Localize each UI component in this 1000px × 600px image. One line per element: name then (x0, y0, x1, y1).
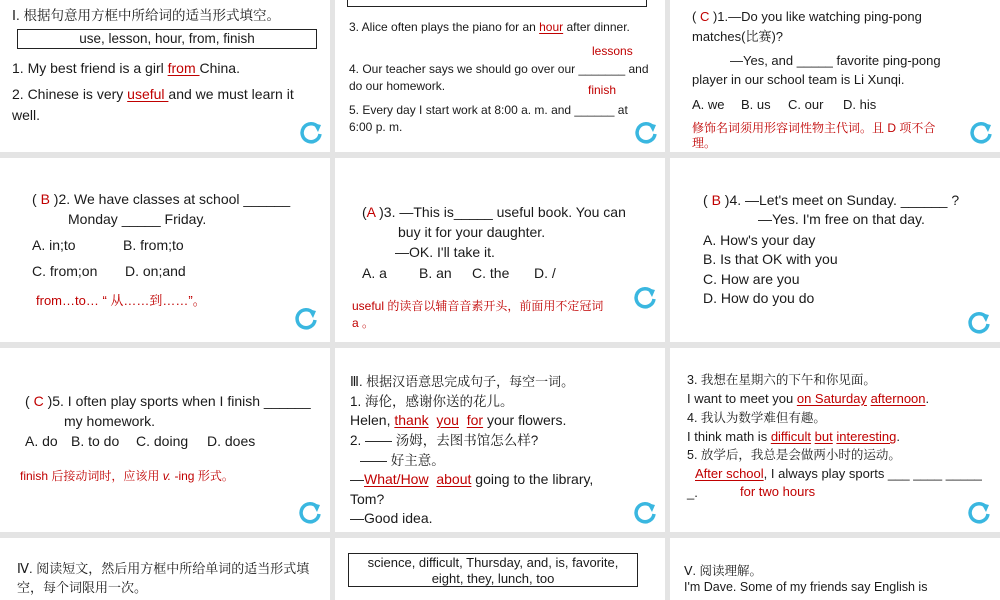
sentence-3-chinese: 3. 我想在星期六的下午和你见面。 (687, 373, 876, 387)
panel-12 (670, 538, 1000, 600)
question-3: (A )3. —This is_____ useful book. You can (362, 204, 626, 220)
option-d: D. does (207, 433, 256, 449)
question-4-line-2: do our homework. (349, 79, 446, 93)
word-box-edge (347, 0, 647, 7)
refresh-icon[interactable] (633, 120, 659, 146)
question-1: 1. My best friend is a girl from China. (12, 60, 240, 76)
panel-6 (670, 158, 1000, 342)
panel-5 (335, 158, 665, 342)
sentence-1: Helen, thank you for your flowers. (350, 412, 567, 428)
panel-1 (0, 0, 330, 152)
word-box (348, 553, 638, 587)
option-d: D. his (843, 97, 877, 112)
question-1-line-3: —Yes, and _____ favorite ping-pong (730, 53, 941, 68)
question-1: ( C )1.—Do you like watching ping-pong (692, 9, 922, 24)
option-c: C. the (472, 265, 510, 281)
refresh-icon[interactable] (966, 500, 992, 526)
question-3: 3. Alice often plays the piano for an hour after dinner. (349, 20, 630, 34)
question-2: ( B )2. We have classes at school ______ (32, 191, 291, 207)
panel-9 (670, 348, 1000, 532)
explanation-line-2: 理。 (692, 136, 717, 150)
option-b: B. Is that OK with you (703, 251, 838, 267)
question-3-line-2: buy it for your daughter. (398, 224, 546, 240)
option-c: C. our (788, 97, 824, 112)
question-5-line-2: my homework. (64, 413, 156, 429)
panel-7 (0, 348, 330, 532)
sentence-2-chinese-reply: —— 好主意。 (360, 453, 445, 468)
question-3-line-3: —OK. I'll take it. (395, 244, 495, 260)
sentence-2-line-3: —Good idea. (350, 510, 433, 526)
option-b: B. an (419, 265, 452, 281)
option-d: D. How do you do (703, 290, 815, 306)
option-d: D. / (534, 265, 556, 281)
sentence-5-chinese: 5. 放学后，我总是会做两小时的运动。 (687, 448, 901, 462)
question-1-line-4: player in our school team is Li Xunqi. (692, 72, 905, 87)
option-a: A. How's your day (703, 232, 816, 248)
word-box-line-1: science, difficult, Thursday, and, is, favorite, (367, 555, 619, 570)
explanation: useful 的读音以辅音音素开头，前面用不定冠词 (352, 299, 604, 313)
question-5: ( C )5. I often play sports when I finish ______ (25, 393, 311, 409)
option-b: B. from;to (123, 237, 184, 253)
sentence-4: I think math is difficult but interesting. (687, 429, 900, 444)
answer-finish: finish (588, 83, 617, 97)
sentence-5: After school, I always play sports ___ ____ _____ (695, 466, 982, 481)
explanation: 修饰名词须用形容词性物主代词。且 D 项不合 (692, 121, 936, 135)
refresh-icon[interactable] (632, 500, 658, 526)
word-box-line-2: eight, they, lunch, too (431, 571, 555, 586)
panel-2 (335, 0, 665, 152)
section-heading: Ⅳ. 阅读短文，然后用方框中所给单词的适当形式填 (17, 561, 310, 576)
panel-10 (0, 538, 330, 600)
sentence-5-line-2: _. (687, 485, 698, 500)
explanation: from…to… “ 从……到……”。 (36, 293, 206, 308)
section-heading: Ⅴ. 阅读理解。 (684, 564, 762, 578)
option-c: C. from;on (32, 263, 98, 279)
section-heading: Ⅲ. 根据汉语意思完成句子，每空一词。 (350, 374, 575, 389)
sentence-1-chinese: 1. 海伦，感谢你送的花儿。 (350, 394, 514, 409)
option-c: C. How are you (703, 271, 800, 287)
answer-lessons: lessons (592, 44, 633, 58)
option-c: C. doing (136, 433, 189, 449)
refresh-icon[interactable] (968, 120, 994, 146)
question-4: 4. Our teacher says we should go over our _______ and (349, 62, 649, 76)
question-5: 5. Every day I start work at 8:00 a. m. and ______ at (349, 103, 628, 117)
panel-11 (335, 538, 665, 600)
option-b: B. us (741, 97, 771, 112)
panel-8 (335, 348, 665, 532)
refresh-icon[interactable] (293, 306, 319, 332)
word-box: use, lesson, hour, from, finish (17, 29, 317, 49)
option-d: D. on;and (125, 263, 186, 279)
question-2: 2. Chinese is very useful and we must learn it (12, 86, 294, 102)
question-4-line-2: —Yes. I'm free on that day. (758, 211, 925, 227)
sentence-4-chinese: 4. 我认为数学难但有趣。 (687, 411, 826, 425)
panel-4 (0, 158, 330, 342)
sentence-3: I want to meet you on Saturday afternoon. (687, 391, 930, 406)
question-5-line-2: 6:00 p. m. (349, 120, 403, 134)
passage-line-1: I'm Dave. Some of my friends say English is (684, 580, 928, 594)
option-a: A. we (692, 97, 725, 112)
option-b: B. to do (71, 433, 120, 449)
refresh-icon[interactable] (297, 500, 323, 526)
refresh-icon[interactable] (632, 285, 658, 311)
explanation: finish 后接动词时，应该用 v. -ing 形式。 (20, 469, 234, 483)
refresh-icon[interactable] (298, 120, 324, 146)
option-a: A. in;to (32, 237, 76, 253)
question-4: ( B )4. —Let's meet on Sunday. ______ ? (703, 192, 960, 208)
sentence-2: —What/How about going to the library, (350, 471, 594, 487)
question-2-line-2: well. (12, 107, 41, 123)
question-1-line-2: matches(比赛)? (692, 29, 784, 44)
panel-3 (670, 0, 1000, 152)
section-heading: Ⅰ. 根据句意用方框中所给词的适当形式填空。 (12, 8, 280, 23)
explanation-line-2: a 。 (352, 316, 375, 330)
sentence-2-chinese: 2. —— 汤姆，去图书馆怎么样? (350, 433, 539, 448)
answer-for-two-hours: for two hours (740, 484, 816, 499)
option-a: A. do (25, 433, 58, 449)
question-2-line-2: Monday _____ Friday. (68, 211, 207, 227)
option-a: A. a (362, 265, 387, 281)
sentence-2-line-2: Tom? (350, 491, 385, 507)
section-heading-line-2: 空，每个词限用一次。 (17, 580, 148, 595)
refresh-icon[interactable] (966, 310, 992, 336)
